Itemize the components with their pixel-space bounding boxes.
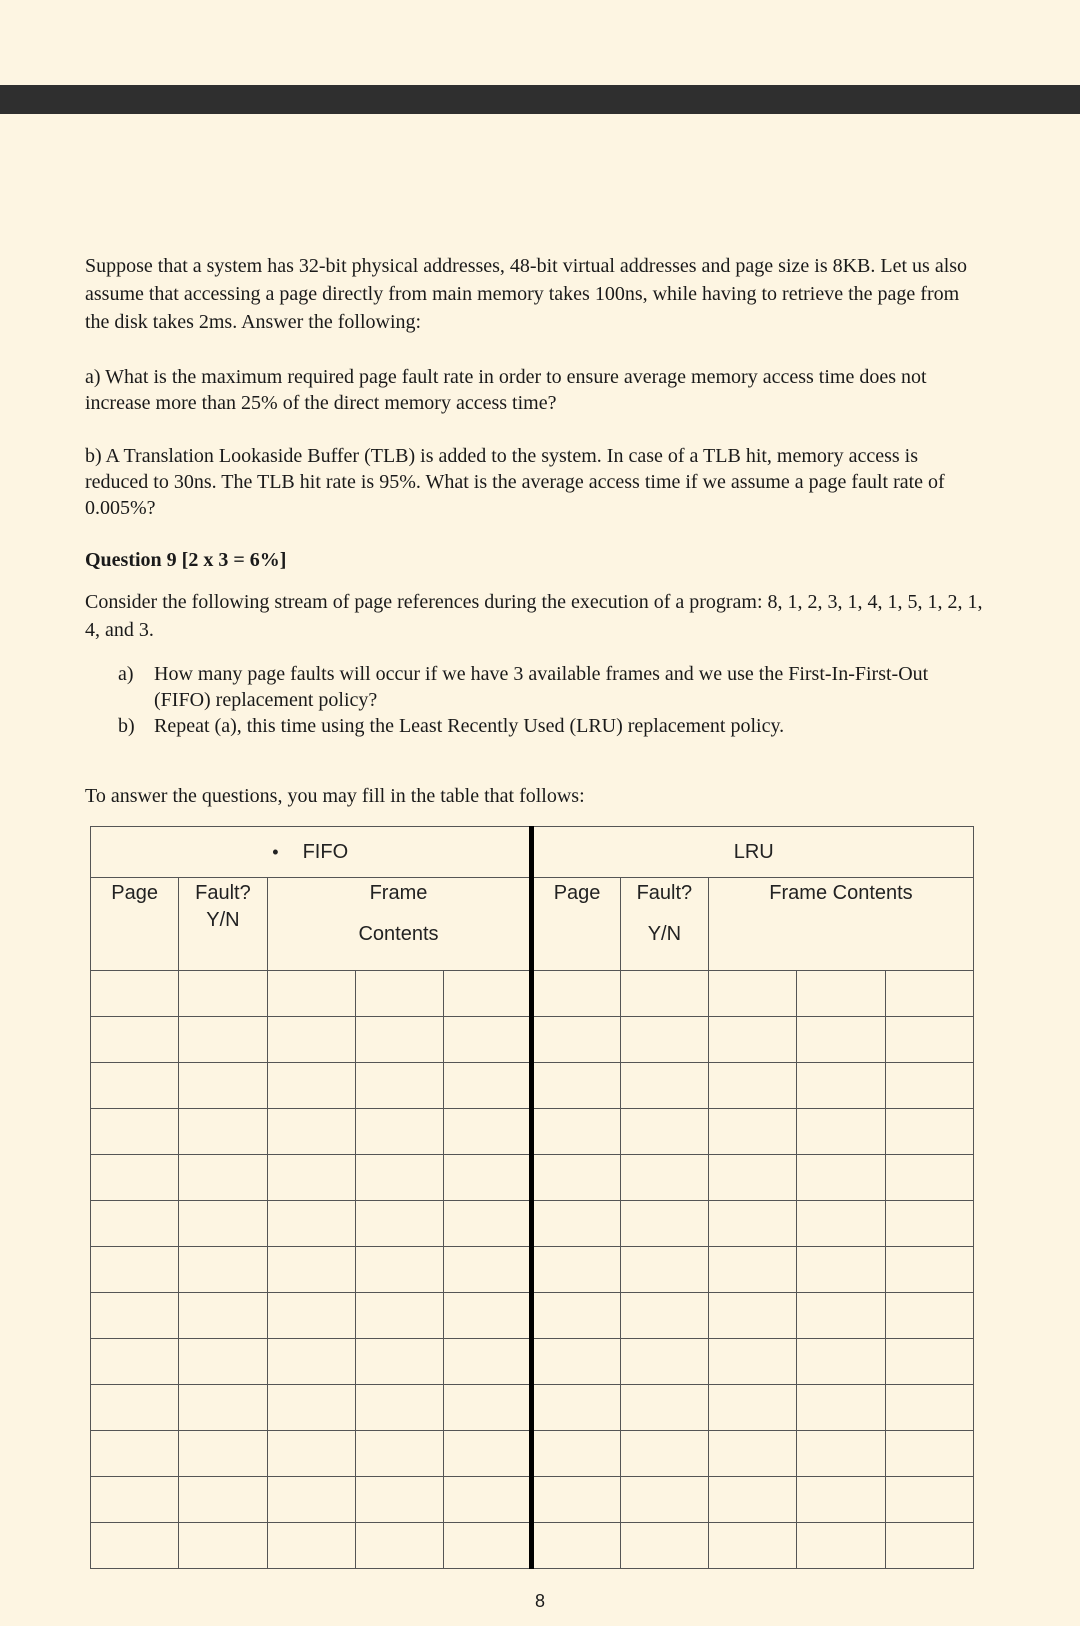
table-cell — [532, 1201, 620, 1247]
table-cell — [797, 1339, 885, 1385]
table-cell — [179, 1477, 267, 1523]
part-b-text: b) A Translation Lookaside Buffer (TLB) is added to the system. In case of a TLB hit, memory access is reduced to 30ns. The TLB hit rate is 95%. What is the average access time if we assume a page fault rate of 0.005%? — [85, 445, 945, 519]
table-cell — [91, 1155, 179, 1201]
table-cell — [620, 1201, 708, 1247]
table-cell — [885, 1017, 973, 1063]
intro-paragraph: Suppose that a system has 32-bit physical addresses, 48-bit virtual addresses and page size is 8KB. Let us also assume that accessing a page directly from main memory takes 100ns, while having to retrieve the page from the disk takes 2ms. Answer the following: — [85, 255, 968, 333]
fifo-page-header: Page — [91, 878, 179, 971]
table-cell — [709, 1017, 797, 1063]
top-bar — [0, 85, 1080, 114]
page-replacement-table — [90, 826, 974, 1569]
table-cell — [620, 1477, 708, 1523]
table-cell — [885, 1385, 973, 1431]
table-cell — [620, 1155, 708, 1201]
table-cell — [532, 1293, 620, 1339]
table-cell — [797, 1017, 885, 1063]
table-cell — [797, 1155, 885, 1201]
table-cell — [532, 1339, 620, 1385]
table-cell — [179, 1385, 267, 1431]
table-row — [91, 1201, 974, 1247]
table-row — [91, 1063, 974, 1109]
table-cell — [709, 1385, 797, 1431]
table-cell — [179, 1523, 267, 1569]
table-cell — [885, 1063, 973, 1109]
table-cell — [709, 1339, 797, 1385]
table-cell — [885, 1109, 973, 1155]
table-cell — [620, 1063, 708, 1109]
lru-title-cell — [532, 827, 974, 878]
table-cell — [444, 1201, 532, 1247]
table-cell — [91, 1201, 179, 1247]
table-row — [91, 1293, 974, 1339]
table-cell — [885, 1201, 973, 1247]
table-cell — [709, 1109, 797, 1155]
table-cell — [179, 1201, 267, 1247]
table-cell — [620, 1109, 708, 1155]
table-row — [91, 1431, 974, 1477]
table-cell — [91, 1431, 179, 1477]
fifo-frame-header: Frame Contents — [267, 878, 532, 971]
lru-fault-header: Fault? Y/N — [620, 878, 708, 971]
table-cell — [179, 1339, 267, 1385]
table-body — [91, 971, 974, 1569]
table-cell — [355, 1339, 443, 1385]
table-cell — [797, 1293, 885, 1339]
table-cell — [532, 971, 620, 1017]
table-cell — [532, 1155, 620, 1201]
table-cell — [620, 1339, 708, 1385]
table-cell — [709, 1523, 797, 1569]
table-cell — [797, 1477, 885, 1523]
table-cell — [267, 1293, 355, 1339]
question-items — [118, 661, 988, 713]
table-row — [91, 1523, 974, 1569]
table-cell — [355, 1155, 443, 1201]
table-cell — [885, 1155, 973, 1201]
table-cell — [532, 1017, 620, 1063]
table-cell — [267, 1339, 355, 1385]
table-cell — [91, 1523, 179, 1569]
table-row — [91, 1247, 974, 1293]
table-cell — [91, 1109, 179, 1155]
table-cell — [355, 1431, 443, 1477]
table-cell — [444, 1477, 532, 1523]
table-cell — [444, 1155, 532, 1201]
table-cell — [355, 1247, 443, 1293]
table-cell — [179, 1155, 267, 1201]
table-cell — [532, 1247, 620, 1293]
table-cell — [444, 1247, 532, 1293]
table-cell — [267, 1247, 355, 1293]
table-cell — [532, 1477, 620, 1523]
table-row — [91, 1385, 974, 1431]
table-cell — [797, 1201, 885, 1247]
item-text: Repeat (a), this time using the Least Recently Used (LRU) replacement policy. — [154, 715, 785, 737]
table-row — [91, 1339, 974, 1385]
table-cell — [885, 971, 973, 1017]
table-cell — [532, 1109, 620, 1155]
table-cell — [355, 1017, 443, 1063]
table-cell — [885, 1523, 973, 1569]
table-cell — [709, 1431, 797, 1477]
item-label: b) — [118, 715, 135, 737]
table-cell — [444, 1523, 532, 1569]
table-row — [91, 1109, 974, 1155]
table-cell — [179, 1293, 267, 1339]
table-cell — [709, 1063, 797, 1109]
table-cell — [267, 1063, 355, 1109]
table-cell — [797, 1063, 885, 1109]
table-cell — [620, 1017, 708, 1063]
list-item — [118, 661, 988, 713]
table-cell — [444, 1109, 532, 1155]
table-cell — [444, 971, 532, 1017]
table-cell — [267, 1385, 355, 1431]
table-cell — [91, 1385, 179, 1431]
table-cell — [179, 971, 267, 1017]
table-cell — [797, 1431, 885, 1477]
table-cell — [267, 971, 355, 1017]
table-cell — [91, 1063, 179, 1109]
table-cell — [267, 1201, 355, 1247]
table-cell — [179, 1431, 267, 1477]
bullet-icon: • — [272, 841, 279, 862]
table-row — [91, 1477, 974, 1523]
table-cell — [267, 1477, 355, 1523]
list-item — [118, 713, 988, 739]
table-cell — [179, 1063, 267, 1109]
table-cell — [532, 1063, 620, 1109]
table-cell — [532, 1431, 620, 1477]
table-cell — [91, 1017, 179, 1063]
table-cell — [91, 1477, 179, 1523]
table-cell — [532, 1385, 620, 1431]
table-cell — [355, 1523, 443, 1569]
table-cell — [91, 1247, 179, 1293]
table-cell — [91, 1293, 179, 1339]
table-cell — [709, 971, 797, 1017]
page-number: 8 — [534, 1591, 545, 1611]
table-cell — [355, 1201, 443, 1247]
fifo-title: FIFO — [302, 840, 349, 863]
lru-title: LRU — [733, 840, 774, 863]
lru-page-header: Page — [532, 878, 620, 971]
table-cell — [885, 1477, 973, 1523]
table-cell — [444, 1293, 532, 1339]
table-row — [91, 1155, 974, 1201]
table-cell — [91, 1339, 179, 1385]
table-cell — [709, 1201, 797, 1247]
table-cell — [709, 1247, 797, 1293]
table-row — [91, 1017, 974, 1063]
table-cell — [444, 1339, 532, 1385]
table-row — [91, 971, 974, 1017]
question-heading: Question 9 [2 x 3 = 6%] — [85, 549, 287, 571]
table-cell — [885, 1293, 973, 1339]
table-cell — [444, 1063, 532, 1109]
table-cell — [620, 1523, 708, 1569]
table-cell — [444, 1017, 532, 1063]
table-cell — [885, 1339, 973, 1385]
table-cell — [355, 1385, 443, 1431]
table-cell — [797, 1247, 885, 1293]
table-intro: To answer the questions, you may fill in the table that follows: — [85, 785, 585, 807]
item-text: How many page faults will occur if we have 3 available frames and we use the First-In-First-Out (FIFO) replacement policy? — [154, 663, 929, 711]
table-cell — [355, 1477, 443, 1523]
table-cell — [797, 1109, 885, 1155]
table-cell — [355, 1063, 443, 1109]
table-cell — [267, 1523, 355, 1569]
table-cell — [709, 1155, 797, 1201]
table-cell — [91, 971, 179, 1017]
table-cell — [797, 971, 885, 1017]
table-cell — [620, 971, 708, 1017]
table-cell — [885, 1247, 973, 1293]
table-cell — [267, 1017, 355, 1063]
table-cell — [709, 1477, 797, 1523]
table-cell — [267, 1155, 355, 1201]
table-cell — [179, 1109, 267, 1155]
fifo-title-cell — [91, 827, 532, 878]
table-cell — [267, 1109, 355, 1155]
table-cell — [620, 1431, 708, 1477]
table-cell — [620, 1247, 708, 1293]
table-cell — [179, 1017, 267, 1063]
table-cell — [444, 1385, 532, 1431]
table-cell — [797, 1523, 885, 1569]
table-cell — [620, 1385, 708, 1431]
table-cell — [797, 1385, 885, 1431]
table-cell — [355, 1109, 443, 1155]
table-cell — [885, 1431, 973, 1477]
item-label: a) — [118, 663, 134, 685]
part-a-text: a) What is the maximum required page fault rate in order to ensure average memory access time does not increase more than 25% of the direct memory access time? — [85, 366, 927, 414]
table-cell — [620, 1293, 708, 1339]
table-cell — [444, 1431, 532, 1477]
table-cell — [179, 1247, 267, 1293]
question-text: Consider the following stream of page references during the execution of a program: 8, 1, 2, 3, 1, 4, 1, 5, 1, 2, 1, 4, and 3. — [85, 591, 983, 641]
question-items-b — [118, 713, 988, 739]
table-cell — [355, 971, 443, 1017]
table-cell — [709, 1293, 797, 1339]
lru-frame-header: Frame Contents — [709, 878, 974, 971]
table-cell — [267, 1431, 355, 1477]
fifo-fault-header: Fault? Y/N — [179, 878, 267, 971]
table-cell — [532, 1523, 620, 1569]
table-cell — [355, 1293, 443, 1339]
